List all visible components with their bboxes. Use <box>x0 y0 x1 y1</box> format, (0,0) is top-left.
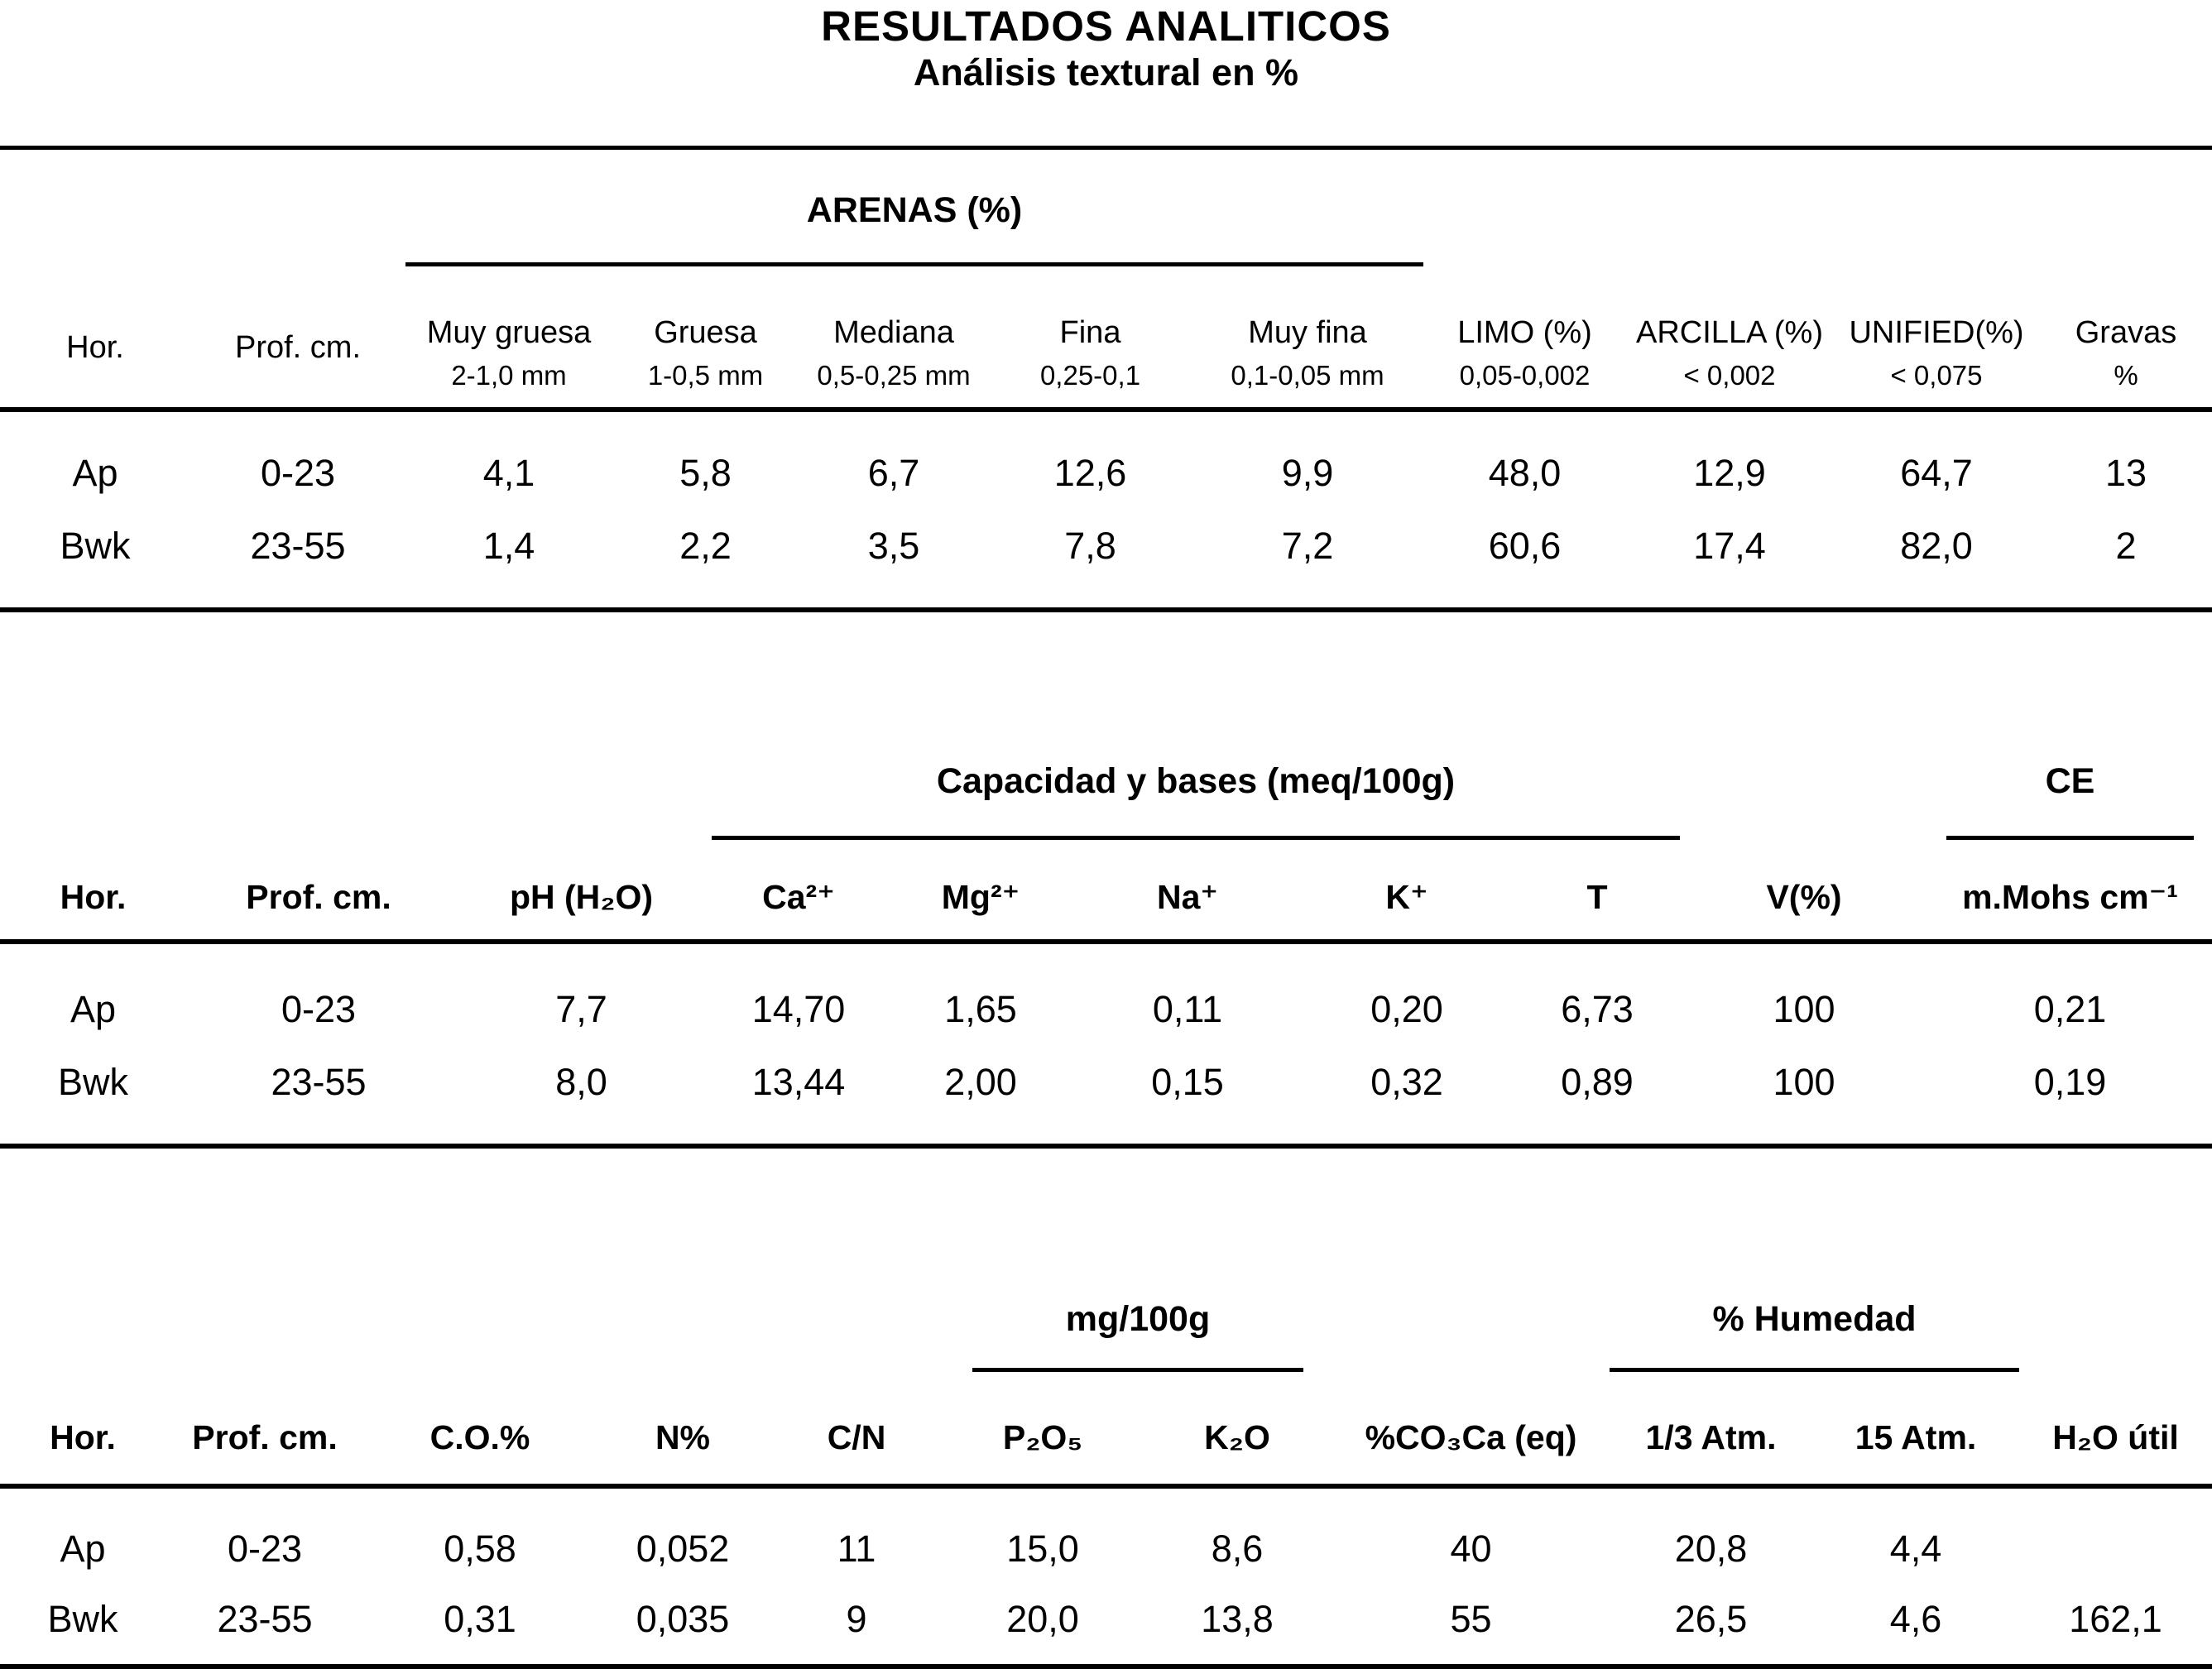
table-cell: 48,0 <box>1488 452 1562 494</box>
chemical-moisture-table <box>0 1299 2212 1669</box>
table-cell: 0,20 <box>1370 988 1443 1030</box>
table-cell: 40 <box>1450 1527 1492 1570</box>
table-row <box>0 1513 2212 1584</box>
table-cell: 3,5 <box>867 525 920 567</box>
table-cell: 82,0 <box>1900 525 1973 567</box>
table-cell: 1,4 <box>482 525 535 567</box>
page-subtitle: Análisis textural en % <box>913 51 1299 94</box>
column-header <box>1423 300 1626 407</box>
column-header: Hor. <box>50 1418 116 1457</box>
column-label: Muy gruesa <box>426 314 592 350</box>
header-row <box>0 1393 2212 1484</box>
column-unit: 0,05-0,002 <box>1459 359 1591 391</box>
table-cell: Bwk <box>60 525 131 567</box>
table-cell: 0,89 <box>1561 1061 1634 1103</box>
column-label: Gravas <box>2075 314 2177 350</box>
column-header: H₂O útil <box>2052 1418 2179 1457</box>
table-cell: 100 <box>1773 988 1835 1030</box>
group-header-arenas: ARENAS (%) <box>405 190 1423 266</box>
table-cell: 13,44 <box>751 1061 846 1103</box>
column-header <box>0 300 190 407</box>
column-label: Prof. cm. <box>234 330 362 366</box>
table-cell: 4,1 <box>482 452 535 494</box>
group-header-mg100g: mg/100g <box>972 1299 1303 1372</box>
table-cell: 60,6 <box>1488 525 1562 567</box>
table-cell: 23-55 <box>217 1597 313 1640</box>
horizontal-rule <box>0 607 2212 612</box>
table-cell: 9,9 <box>1281 452 1334 494</box>
horizontal-rule <box>0 1144 2212 1149</box>
table-cell: 2,00 <box>944 1061 1017 1103</box>
table-cell: 14,70 <box>751 988 846 1030</box>
table-cell: 0-23 <box>260 452 336 494</box>
table-cell: Ap <box>72 452 118 494</box>
table-cell: 7,7 <box>555 988 607 1030</box>
column-header: %CO₃Ca (eq) <box>1365 1418 1577 1457</box>
table-body <box>0 412 2212 583</box>
table-cell: Bwk <box>47 1597 118 1640</box>
table-cell: 0-23 <box>227 1527 303 1570</box>
column-header <box>1192 300 1423 407</box>
table-cell: 0-23 <box>281 988 357 1030</box>
column-header: T <box>1586 878 1608 917</box>
table-cell: Bwk <box>57 1061 128 1103</box>
table-cell: 0,11 <box>1152 988 1223 1030</box>
column-header: Ca²⁺ <box>762 878 835 917</box>
table-cell: 5,8 <box>679 452 732 494</box>
column-header <box>799 300 989 407</box>
column-label: LIMO (%) <box>1457 314 1592 350</box>
column-header <box>1626 300 1833 407</box>
column-header: Hor. <box>60 878 127 917</box>
table-cell: 0,052 <box>636 1527 730 1570</box>
column-header <box>2040 300 2212 407</box>
column-label: Fina <box>1059 314 1121 350</box>
column-header: K⁺ <box>1385 878 1428 917</box>
table-cell: 6,7 <box>867 452 920 494</box>
table-cell: 2 <box>2115 525 2137 567</box>
table-cell: 0,21 <box>2033 988 2107 1030</box>
table-cell: 17,4 <box>1693 525 1766 567</box>
column-header: C/N <box>827 1418 886 1457</box>
group-header-row <box>0 1299 2212 1372</box>
table-row <box>0 510 2212 583</box>
column-header: m.Mohs cm⁻¹ <box>1962 878 2178 917</box>
table-cell: 4,6 <box>1889 1597 1942 1640</box>
column-label: Gruesa <box>654 314 757 350</box>
table-cell: 2,2 <box>679 525 732 567</box>
column-header <box>989 300 1192 407</box>
texture-table <box>0 190 2212 612</box>
table-cell: 8,6 <box>1211 1527 1264 1570</box>
header-row <box>0 300 2212 407</box>
column-header: 1/3 Atm. <box>1645 1418 1777 1457</box>
column-header <box>1833 300 2040 407</box>
column-label: Mediana <box>833 314 954 350</box>
column-header <box>612 300 799 407</box>
column-unit: % <box>2114 359 2138 391</box>
column-header: C.O.% <box>429 1418 530 1457</box>
page-title: RESULTADOS ANALITICOS <box>821 2 1391 50</box>
column-unit: 0,1-0,05 mm <box>1231 359 1384 391</box>
column-header <box>190 300 405 407</box>
column-unit: 0,25-0,1 <box>1039 359 1141 391</box>
column-header: Na⁺ <box>1156 878 1219 917</box>
table-row <box>0 1046 2212 1119</box>
table-row <box>0 1584 2212 1654</box>
table-cell: 23-55 <box>271 1061 367 1103</box>
table-cell <box>2019 1513 2212 1584</box>
column-unit: < 0,075 <box>1890 359 1983 391</box>
column-header: pH (H₂O) <box>509 878 654 917</box>
horizontal-rule <box>0 1664 2212 1669</box>
table-cell: 9 <box>846 1597 867 1640</box>
table-cell: 7,8 <box>1064 525 1116 567</box>
column-header: Prof. cm. <box>192 1418 338 1457</box>
table-body <box>0 1489 2212 1654</box>
table-cell: 20,8 <box>1674 1527 1748 1570</box>
table-cell: 13 <box>2104 452 2147 494</box>
table-cell: 26,5 <box>1674 1597 1748 1640</box>
column-unit: 1-0,5 mm <box>647 359 764 391</box>
table-cell: 13,8 <box>1201 1597 1274 1640</box>
table-row <box>0 437 2212 510</box>
column-header <box>405 300 612 407</box>
table-cell: 7,2 <box>1281 525 1334 567</box>
table-cell: 0,31 <box>444 1597 516 1640</box>
column-label: Muy fina <box>1248 314 1367 350</box>
column-header: N% <box>655 1418 711 1457</box>
group-header-row <box>0 761 2212 840</box>
column-label: ARCILLA (%) <box>1636 314 1823 350</box>
table-cell: 6,73 <box>1561 988 1634 1030</box>
column-header: Prof. cm. <box>246 878 391 917</box>
column-unit: < 0,002 <box>1683 359 1776 391</box>
group-header-ce: CE <box>1946 761 2194 840</box>
table-cell: 12,9 <box>1693 452 1766 494</box>
table-body <box>0 944 2212 1119</box>
table-cell: 8,0 <box>555 1061 607 1103</box>
table-cell: 162,1 <box>2069 1597 2162 1640</box>
cation-exchange-table <box>0 761 2212 1149</box>
table-cell: 0,32 <box>1370 1061 1443 1103</box>
table-cell: 55 <box>1450 1597 1492 1640</box>
header-row <box>0 856 2212 939</box>
column-unit: 2-1,0 mm <box>451 359 567 391</box>
table-cell: Ap <box>60 1527 106 1570</box>
table-cell: 23-55 <box>250 525 346 567</box>
column-label: Hor. <box>66 330 124 366</box>
column-header: P₂O₅ <box>1002 1418 1083 1457</box>
table-cell: 0,58 <box>444 1527 516 1570</box>
table-cell: 15,0 <box>1006 1527 1079 1570</box>
table-cell: 100 <box>1773 1061 1835 1103</box>
horizontal-rule <box>0 146 2212 150</box>
column-header: 15 Atm. <box>1855 1418 1977 1457</box>
table-cell: 1,65 <box>944 988 1017 1030</box>
table-cell: 12,6 <box>1053 452 1127 494</box>
table-cell: 0,15 <box>1151 1061 1224 1103</box>
table-cell: 0,19 <box>2033 1061 2107 1103</box>
column-header: Mg²⁺ <box>941 878 1020 917</box>
group-header-bases: Capacidad y bases (meq/100g) <box>712 761 1680 840</box>
table-cell: 64,7 <box>1900 452 1973 494</box>
table-cell: 11 <box>837 1527 876 1570</box>
table-cell: 20,0 <box>1006 1597 1079 1640</box>
column-header: V(%) <box>1766 878 1842 917</box>
table-row <box>0 973 2212 1046</box>
group-header-row <box>0 190 2212 266</box>
column-unit: 0,5-0,25 mm <box>817 359 971 391</box>
table-cell: 0,035 <box>636 1597 730 1640</box>
column-header: K₂O <box>1204 1418 1270 1457</box>
table-cell: Ap <box>70 988 117 1030</box>
table-cell: 4,4 <box>1889 1527 1942 1570</box>
group-header-humedad: % Humedad <box>1610 1299 2019 1372</box>
column-label: UNIFIED(%) <box>1849 314 2024 350</box>
